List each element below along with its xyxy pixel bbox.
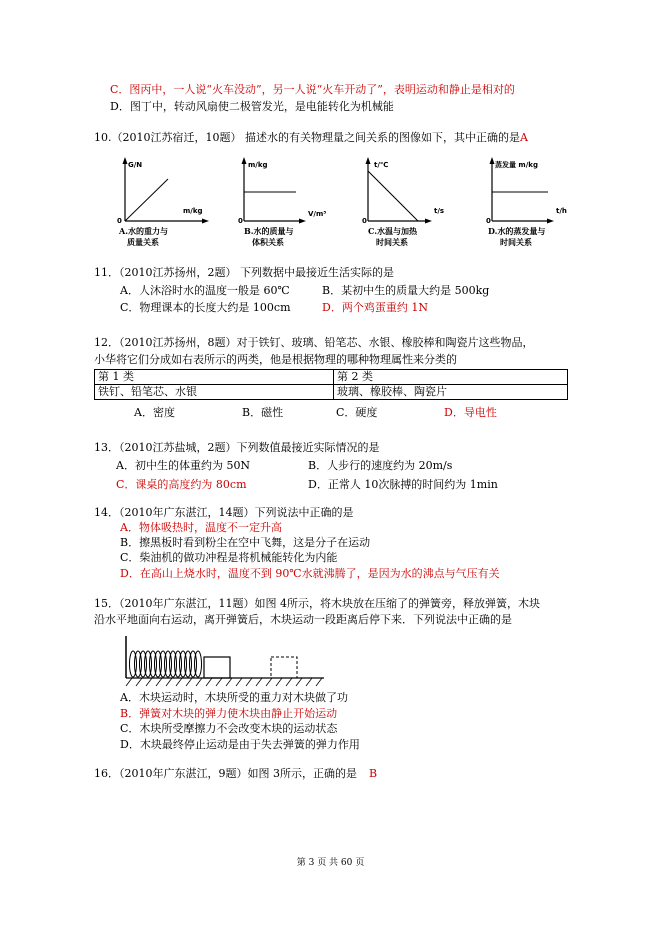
q13-option-d: D．正常人 10次脉搏的时间约为 1min [308,478,498,491]
q15-option-c: C．木块所受摩擦力不会改变木块的运动状态 [120,722,338,735]
q15-option-a: A．木块运动时，木块所受的重力对木块做了功 [120,691,348,704]
q11-option-c: C．物理课本的长度大约是 100cm [120,301,291,314]
graph-c [362,155,462,250]
q12-stem-line1: 12．（2010江苏扬州，8题）对于铁钉、玻璃、铅笔芯、水银、橡胶棒和陶瓷片这些物品， [94,336,534,349]
q12-option-c: C．硬度 [336,406,378,419]
graph-d-ylabel: 蒸发量 m/kg [495,161,538,169]
graph-d-plot [486,155,586,225]
q15-option-b: B．弹簧对木块的弹力使木块由静止开始运动 [120,707,338,720]
q12-option-a: A．密度 [134,406,175,419]
graph-c-xlabel: t/s [434,207,445,215]
q11-option-a: A．人沐浴时水的温度一般是 60℃ [120,284,290,297]
q13-option-a: A．初中生的体重约为 50N [116,459,251,472]
q13-option-b: B．人步行的速度约为 20m/s [308,459,453,472]
graph-b-caption2: 体积关系 [252,237,284,247]
graph-a-ylabel: G/N [128,161,143,169]
q13-option-c: C．课桌的高度约为 80cm [116,478,247,491]
q10-answer: A [519,131,528,144]
q14-option-d: D．在高山上烧水时，温度不到 90℃水就沸腾了，是因为水的沸点与气压有关 [120,567,500,580]
q11-option-b: B．某初中生的质量大约是 500kg [322,284,490,297]
q9-option-d: D．图丁中，转动风扇使二极管发光，是电能转化为机械能 [110,100,394,113]
spring-block-figure [118,630,333,688]
q11-stem: 11．（2010江苏扬州，2题） 下列数据中最接近生活实际的是 [94,266,394,279]
compressed-spring [130,651,202,677]
graph-a-plot [113,155,213,225]
graph-d-caption2: 时间关系 [500,237,532,247]
q14-option-c: C．柴油机的做功冲程是将机械能转化为内能 [120,551,338,564]
q11-option-d: D．两个鸡蛋重约 1N [322,301,428,314]
q12-classification-table [94,369,568,400]
wooden-block [204,657,230,678]
q16-stem-text: 16．（2010年广东湛江，9题）如图 3所示，正确的是 [94,767,357,780]
q14-option-a: A．物体吸热时，温度不一定升高 [120,521,282,534]
q16-answer: B [368,767,378,780]
graph-c-ylabel: t/℃ [374,161,389,169]
graph-d-caption1: D.水的蒸发量与 [488,226,546,236]
q13-stem: 13．（2010江苏盐城，2题）下列数值最接近实际情况的是 [94,441,380,454]
graph-c-origin: 0 [362,217,367,225]
q15-option-d: D．木块最终停止运动是由于失去弹簧的弹力作用 [120,738,360,751]
table-header-1: 第 1 类 [95,370,334,385]
q12-option-d: D．导电性 [444,406,497,419]
graph-a-caption1: A.水的重力与 [119,226,168,236]
ground-hatching [126,678,322,686]
graph-c-caption2: 时间关系 [376,237,408,247]
q15-stem-line2: 沿水平地面向右运动，离开弹簧后，木块运动一段距离后停下来．下列说法中正确的是 [94,613,512,626]
q15-stem-line1: 15．（2010年广东湛江，11题）如图 4所示，将木块放在压缩了的弹簧旁，释放弹簧，木块 [94,597,540,610]
graph-b [238,155,338,250]
graph-b-plot [238,155,338,225]
q10-stem-text: 10.（2010江苏宿迁，10题） 描述水的有关物理量之间关系的图像如下，其中正确的是 [94,131,520,144]
q14-option-b: B．擦黑板时看到粉尘在空中飞舞，这是分子在运动 [120,536,371,549]
q14-stem: 14．（2010年广东湛江，14题）下列说法中正确的是 [94,506,354,519]
block-final-position [271,657,297,678]
table-row [95,385,568,400]
graph-b-caption1: B.水的质量与 [244,226,294,236]
graph-d [486,155,586,250]
q10-stem [94,131,528,145]
graph-b-origin: 0 [238,217,243,225]
q12-stem-line2: 小华将它们分成如右表所示的两类，他是根据物理的哪种物理属性来分类的 [94,353,457,366]
graph-a-caption2: 质量关系 [127,237,159,247]
page-footer: 第 3 页 共 60 页 [296,858,365,868]
q12-option-b: B．磁性 [242,406,284,419]
q9-option-c: C．图丙中，一人说“火车没动”，另一人说“火车开动了”，表明运动和静止是相对的 [110,83,515,96]
graph-a-xlabel: m/kg [183,207,203,215]
graph-a-origin: 0 [117,217,122,225]
graph-a [113,155,213,250]
graph-b-ylabel: m/kg [248,161,268,169]
graph-d-xlabel: t/h [556,207,567,215]
graph-b-xlabel: V/m³ [308,210,327,218]
table-row [95,370,568,385]
graph-d-origin: 0 [486,217,491,225]
graph-c-caption1: C.水温与加热 [368,226,418,236]
table-header-2: 第 2 类 [334,370,568,385]
table-cell-2: 玻璃、橡胶棒、陶瓷片 [334,385,568,400]
table-cell-1: 铁钉、铅笔芯、水银 [95,385,334,400]
graph-c-plot [362,155,462,225]
q16-stem [94,767,377,781]
